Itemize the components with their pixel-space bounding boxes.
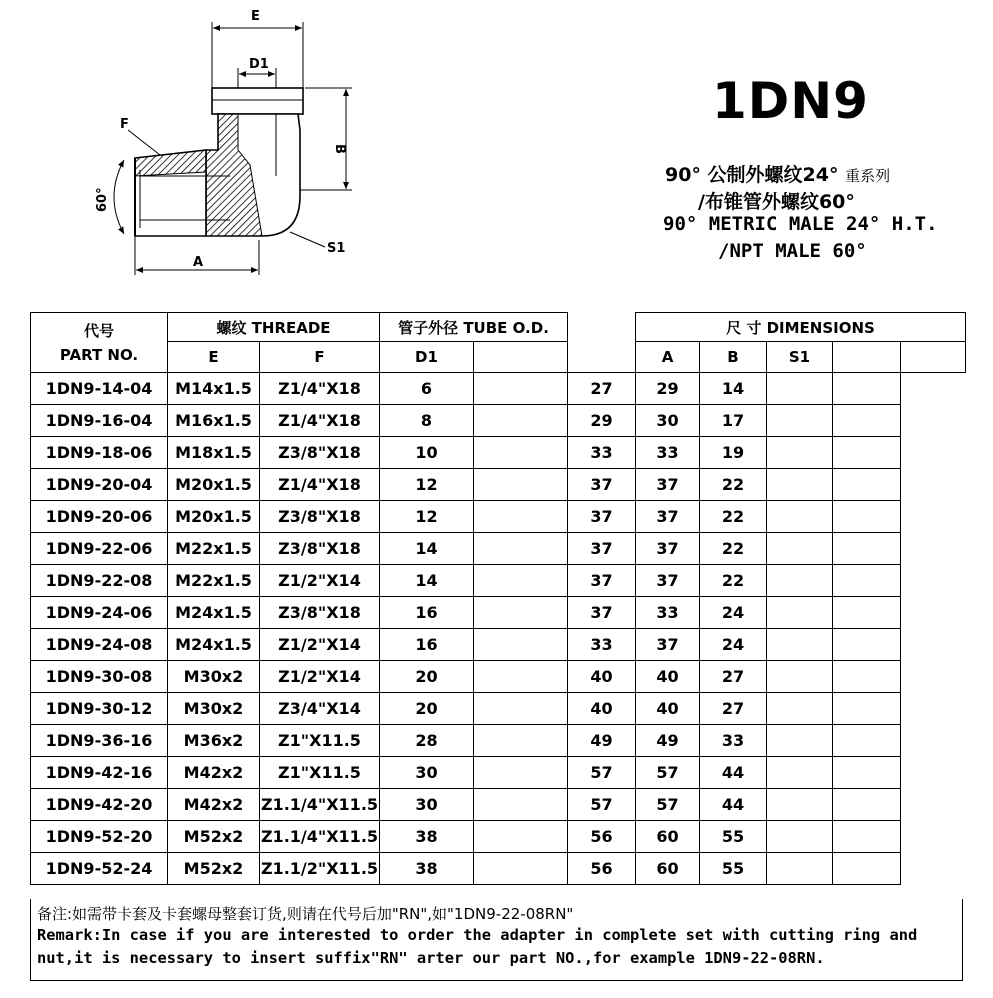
cell-blank: [767, 629, 833, 661]
cell-d1: 30: [380, 757, 474, 789]
cell-d1: 20: [380, 661, 474, 693]
dimension-e: [212, 22, 303, 90]
header-part-en: PART NO.: [59, 345, 139, 364]
cell-b: 60: [636, 853, 700, 885]
cell-d1: 6: [380, 373, 474, 405]
cell-d1: 12: [380, 469, 474, 501]
header-blank: [833, 342, 901, 373]
cell-f: Z1"X11.5: [260, 757, 380, 789]
cell-f: Z1/4"X18: [260, 469, 380, 501]
table-row: [31, 757, 966, 789]
table-row: [31, 469, 966, 501]
cell-e: M52x2: [168, 821, 260, 853]
cell-b: 37: [636, 501, 700, 533]
cell-blank: [833, 853, 901, 885]
header-f: F: [260, 342, 380, 373]
cell-b: 57: [636, 757, 700, 789]
cell-e: M22x1.5: [168, 565, 260, 597]
label-f: F: [120, 117, 129, 132]
cell-f: Z1/2"X14: [260, 661, 380, 693]
cell-f: Z3/8"X18: [260, 437, 380, 469]
table-row: [31, 661, 966, 693]
cell-blank: [833, 373, 901, 405]
cell-blank: [474, 405, 568, 437]
cell-a: 37: [568, 501, 636, 533]
cell-blank: [474, 533, 568, 565]
cell-blank: [767, 501, 833, 533]
header-b: B: [700, 342, 767, 373]
label-d1: D1: [249, 57, 269, 72]
cell-s1: 27: [700, 693, 767, 725]
cell-e: M20x1.5: [168, 501, 260, 533]
cell-s1: 14: [700, 373, 767, 405]
cell-blank: [833, 693, 901, 725]
cell-d1: 16: [380, 629, 474, 661]
cell-s1: 55: [700, 821, 767, 853]
cell-a: 29: [568, 405, 636, 437]
cell-blank: [833, 821, 901, 853]
cell-s1: 22: [700, 469, 767, 501]
cell-d1: 10: [380, 437, 474, 469]
cell-f: Z1/4"X18: [260, 405, 380, 437]
remark-en: Remark:In case if you are interested to order the adapter in complete set with cutting ring and nut,it is necessary to insert suffix"RN" arter our part NO.,for example 1DN9-22-08RN.: [37, 926, 918, 967]
cell-e: M18x1.5: [168, 437, 260, 469]
cell-d1: 16: [380, 597, 474, 629]
table-row: [31, 533, 966, 565]
cell-part: 1DN9-24-06: [31, 597, 168, 629]
cell-b: 37: [636, 565, 700, 597]
cell-blank: [474, 853, 568, 885]
header-part: [31, 313, 168, 373]
description-line-1-main: 90° 公制外螺纹24°: [665, 164, 839, 186]
cell-s1: 17: [700, 405, 767, 437]
header-tube: 管子外径 TUBE O.D.: [380, 313, 568, 342]
cell-e: M20x1.5: [168, 469, 260, 501]
cell-part: 1DN9-16-04: [31, 405, 168, 437]
cell-blank: [474, 437, 568, 469]
cell-blank: [767, 565, 833, 597]
cell-s1: 22: [700, 565, 767, 597]
cell-s1: 24: [700, 597, 767, 629]
cell-b: 37: [636, 469, 700, 501]
cell-part: 1DN9-24-08: [31, 629, 168, 661]
header-blank: [474, 342, 568, 373]
cell-blank: [767, 373, 833, 405]
cell-blank: [833, 597, 901, 629]
cell-part: 1DN9-36-16: [31, 725, 168, 757]
cell-part: 1DN9-20-06: [31, 501, 168, 533]
cell-b: 33: [636, 437, 700, 469]
cell-blank: [767, 757, 833, 789]
cell-blank: [767, 789, 833, 821]
cell-s1: 44: [700, 757, 767, 789]
cell-f: Z3/8"X18: [260, 501, 380, 533]
description-line-1: [665, 160, 890, 187]
table-gap: [568, 313, 636, 373]
cell-e: M52x2: [168, 853, 260, 885]
product-title: 1DN9: [712, 72, 869, 130]
table-row: [31, 693, 966, 725]
table-row: [31, 373, 966, 405]
cell-part: 1DN9-42-16: [31, 757, 168, 789]
cell-s1: 24: [700, 629, 767, 661]
cell-d1: 38: [380, 821, 474, 853]
cell-blank: [767, 533, 833, 565]
cell-d1: 14: [380, 533, 474, 565]
spec-table: [30, 312, 966, 885]
cell-a: 37: [568, 533, 636, 565]
cell-f: Z1/4"X18: [260, 373, 380, 405]
leader-s1: [290, 232, 325, 247]
angle-arc: [114, 160, 124, 234]
cell-part: 1DN9-20-04: [31, 469, 168, 501]
cell-b: 29: [636, 373, 700, 405]
cell-d1: 20: [380, 693, 474, 725]
cell-a: 33: [568, 437, 636, 469]
cell-blank: [474, 501, 568, 533]
table-header-row-1: [31, 313, 966, 342]
cell-b: 37: [636, 533, 700, 565]
cell-d1: 38: [380, 853, 474, 885]
cell-blank: [767, 821, 833, 853]
table-row: [31, 629, 966, 661]
label-s1: S1: [327, 241, 346, 256]
cell-e: M30x2: [168, 661, 260, 693]
table-row: [31, 597, 966, 629]
label-e: E: [251, 9, 260, 24]
cell-b: 37: [636, 629, 700, 661]
cell-a: 33: [568, 629, 636, 661]
cell-blank: [833, 405, 901, 437]
table-header-row-2: [31, 342, 966, 373]
cell-blank: [767, 661, 833, 693]
cell-a: 37: [568, 469, 636, 501]
cell-d1: 30: [380, 789, 474, 821]
dimension-b: [300, 88, 352, 190]
cell-e: M42x2: [168, 789, 260, 821]
cell-b: 60: [636, 821, 700, 853]
cell-d1: 8: [380, 405, 474, 437]
cell-a: 27: [568, 373, 636, 405]
description-line-2: /布锥管外螺纹60°: [698, 191, 855, 213]
cell-blank: [767, 853, 833, 885]
cell-f: Z3/4"X14: [260, 693, 380, 725]
cell-blank: [833, 437, 901, 469]
cell-part: 1DN9-30-12: [31, 693, 168, 725]
cell-part: 1DN9-18-06: [31, 437, 168, 469]
fitting-drawing: [0, 0, 400, 300]
cell-blank: [474, 789, 568, 821]
cell-f: Z1.1/4"X11.5: [260, 821, 380, 853]
remark-box: [30, 899, 963, 981]
cell-blank: [767, 597, 833, 629]
label-angle: 60°: [95, 187, 110, 212]
cell-b: 40: [636, 693, 700, 725]
cell-e: M30x2: [168, 693, 260, 725]
cell-part: 1DN9-52-24: [31, 853, 168, 885]
thread-hatch: [135, 150, 206, 176]
cell-a: 49: [568, 725, 636, 757]
cell-f: Z1/2"X14: [260, 565, 380, 597]
table-row: [31, 565, 966, 597]
cell-e: M14x1.5: [168, 373, 260, 405]
cell-blank: [474, 373, 568, 405]
cell-s1: 55: [700, 853, 767, 885]
cell-blank: [474, 693, 568, 725]
cell-f: Z3/8"X18: [260, 533, 380, 565]
description-line-3: 90° METRIC MALE 24° H.T.: [663, 213, 938, 235]
cell-b: 49: [636, 725, 700, 757]
cell-blank: [474, 821, 568, 853]
table-row: [31, 437, 966, 469]
description-line-4: /NPT MALE 60°: [718, 240, 867, 262]
cell-blank: [833, 565, 901, 597]
cell-blank: [767, 725, 833, 757]
leader-f: [128, 130, 160, 155]
label-a: A: [193, 255, 204, 270]
cell-s1: 33: [700, 725, 767, 757]
cell-part: 1DN9-22-08: [31, 565, 168, 597]
table-row: [31, 501, 966, 533]
cell-a: 57: [568, 789, 636, 821]
cell-e: M24x1.5: [168, 629, 260, 661]
cell-b: 40: [636, 661, 700, 693]
cell-a: 57: [568, 757, 636, 789]
header-part-cn: 代号: [83, 321, 114, 340]
label-b: B: [332, 144, 347, 154]
cell-blank: [474, 661, 568, 693]
cell-f: Z3/8"X18: [260, 597, 380, 629]
cell-blank: [833, 469, 901, 501]
description-line-1-small: 重系列: [845, 167, 891, 185]
header-thread: 螺纹 THREADE: [168, 313, 380, 342]
table-row: [31, 789, 966, 821]
header-s1: S1: [767, 342, 833, 373]
cell-blank: [474, 757, 568, 789]
cell-f: Z1.1/4"X11.5: [260, 789, 380, 821]
cell-part: 1DN9-52-20: [31, 821, 168, 853]
cell-blank: [833, 757, 901, 789]
cell-blank: [474, 565, 568, 597]
remark-cn: 备注:如需带卡套及卡套螺母整套订货,则请在代号后加"RN",如"1DN9-22-08RN": [37, 905, 574, 923]
cell-part: 1DN9-42-20: [31, 789, 168, 821]
cell-b: 57: [636, 789, 700, 821]
cell-s1: 44: [700, 789, 767, 821]
cell-s1: 27: [700, 661, 767, 693]
cell-blank: [474, 725, 568, 757]
cell-d1: 12: [380, 501, 474, 533]
cell-blank: [767, 437, 833, 469]
cell-e: M22x1.5: [168, 533, 260, 565]
cell-blank: [474, 597, 568, 629]
header-blank: [901, 342, 966, 373]
header-d1: D1: [380, 342, 474, 373]
cell-a: 37: [568, 597, 636, 629]
cell-blank: [833, 661, 901, 693]
cell-blank: [833, 789, 901, 821]
cell-b: 30: [636, 405, 700, 437]
cell-s1: 19: [700, 437, 767, 469]
table-row: [31, 405, 966, 437]
cell-d1: 14: [380, 565, 474, 597]
cell-blank: [767, 693, 833, 725]
header-e: E: [168, 342, 260, 373]
header-a: A: [636, 342, 700, 373]
cell-blank: [833, 629, 901, 661]
cell-b: 33: [636, 597, 700, 629]
cell-e: M42x2: [168, 757, 260, 789]
cell-blank: [833, 501, 901, 533]
cell-a: 56: [568, 853, 636, 885]
cell-e: M16x1.5: [168, 405, 260, 437]
cell-s1: 22: [700, 533, 767, 565]
cell-a: 40: [568, 693, 636, 725]
cell-blank: [767, 405, 833, 437]
table-row: [31, 853, 966, 885]
cell-a: 40: [568, 661, 636, 693]
cell-part: 1DN9-14-04: [31, 373, 168, 405]
cell-blank: [833, 533, 901, 565]
cell-blank: [767, 469, 833, 501]
cell-f: Z1/2"X14: [260, 629, 380, 661]
header-dims: 尺 寸 DIMENSIONS: [636, 313, 966, 342]
cell-e: M36x2: [168, 725, 260, 757]
cell-blank: [474, 469, 568, 501]
cell-a: 37: [568, 565, 636, 597]
cell-blank: [474, 629, 568, 661]
table-row: [31, 725, 966, 757]
cell-blank: [833, 725, 901, 757]
cell-f: Z1"X11.5: [260, 725, 380, 757]
cell-s1: 22: [700, 501, 767, 533]
cell-d1: 28: [380, 725, 474, 757]
cell-a: 56: [568, 821, 636, 853]
table-row: [31, 821, 966, 853]
cell-part: 1DN9-22-06: [31, 533, 168, 565]
cell-e: M24x1.5: [168, 597, 260, 629]
cell-f: Z1.1/2"X11.5: [260, 853, 380, 885]
cell-part: 1DN9-30-08: [31, 661, 168, 693]
